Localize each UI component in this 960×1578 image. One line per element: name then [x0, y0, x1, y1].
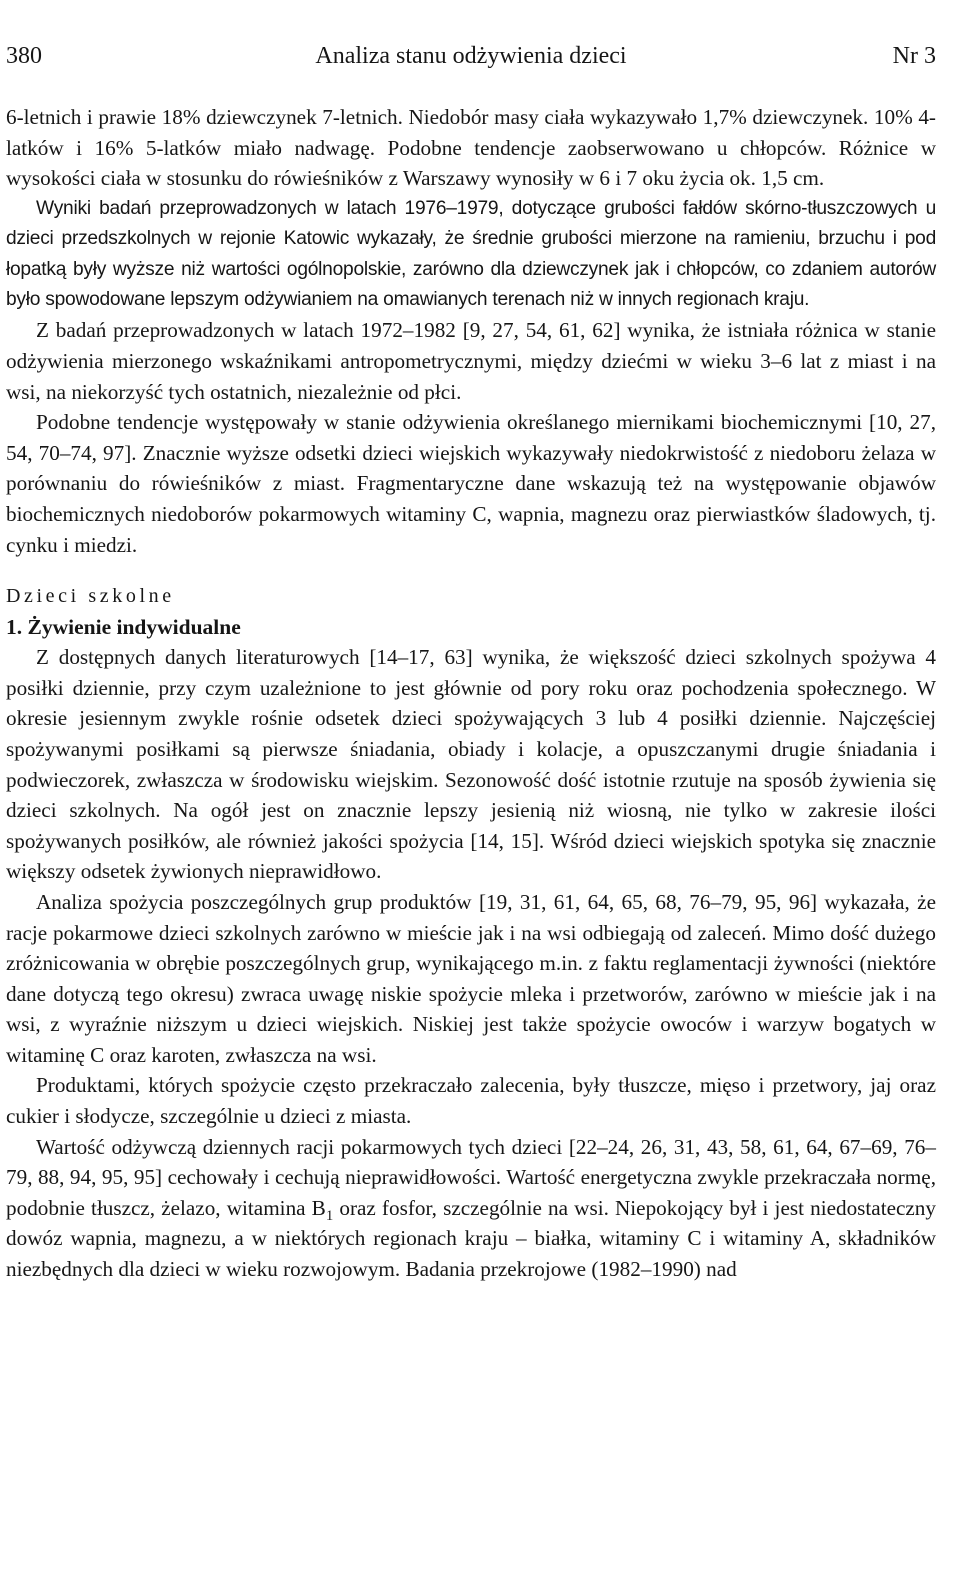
paragraph-skinfold-study: Wyniki badań przeprowadzonych w latach 1976–1979, dotyczące grubości fałdów skórno-tłuszczowych u dzieci przedszkolnych w rejonie Katowic wykazały, że średnie grubości mierzone na ramieniu, brzuchu i pod łopatką były wyższe niż wartości ogólnopolskie, zarówno dla dziewczynek jak i chłopców, co zdaniem autorów było spowodowane lepszym odżywianiem na omawianych terenach niż w innych regionach kraju. [6, 197, 936, 310]
paragraph-excess-products: Produktami, których spożycie często przekraczało zalecenia, były tłuszcze, mięso i przetwory, jaj oraz cukier i słodycze, szczególnie u dzieci z miasta. [6, 1073, 936, 1129]
running-head [6, 36, 936, 76]
page-number: 380 [6, 43, 42, 69]
paragraph-urban-rural-difference: Z badań przeprowadzonych w latach 1972–1982 [9, 27, 54, 61, 62] wynika, że istniała różnica w stanie odżywienia mierzonego wskaźnikami antropometrycznymi, między dziećmi w wieku 3–6 lat z miast i na wsi, na niekorzyść tych ostatnich, niezależnie od płci. [6, 318, 936, 404]
paragraph-nutritional-value [6, 1132, 936, 1285]
journal-page [6, 36, 936, 1285]
paragraph-biochemical-indicators: Podobne tendencje występowały w stanie odżywienia określanego miernikami biochemicznymi [10, 27, 54, 70–74, 97]. Znacznie wyższe odsetki dzieci wiejskich wykazywały niedokrwistość z niedoboru żelaza w porównaniu do rówieśników z miast. Fragmentaryczne dane wskazują też na występowanie objawów biochemicznych niedoborów pokarmowych witaminy C, wapnia, magnezu oraz pierwiastków śladowych, tj. cynku i miedzi. [6, 410, 936, 557]
body-text [6, 102, 936, 1285]
issue-number: Nr 3 [892, 43, 936, 69]
subsection-heading: 1. Żywienie indywidualne [6, 615, 241, 640]
running-title: Analiza stanu odżywienia dzieci [315, 43, 627, 69]
paragraph-meal-frequency: Z dostępnych danych literaturowych [14–17, 63] wynika, że większość dzieci szkolnych spożywa 4 posiłki dziennie, przy czym uzależnione to jest głównie od pory roku oraz pochodzenia społecznego. W okresie jesiennym zwykle rośnie odsetek dzieci spożywających 3 lub 4 posiłki dziennie. Najczęściej spożywanymi posiłkami są pierwsze śniadania, obiady i kolacje, a opuszczanymi drugie śniadania i podwieczorek, zwłaszcza w środowisku wiejskim. Sezonowość dość istotnie rzutuje na sposób żywienia się dzieci szkolnych. Na ogół jest on znacznie lepszy jesienią niż wiosną, nie tylko w zakresie ilości spożywanych posiłków, ale również jakości spożycia [14, 15]. Wśród dzieci wiejskich spotyka się znacznie większy odsetek żywionych nieprawidłowo. [6, 645, 936, 884]
section-label: Dzieci szkolne [6, 585, 175, 608]
paragraph-nutritional-value-part1: Wartość odżywczą dziennych racji pokarmowych tych dzieci [22–24, 26, 31, 43, 58, 61, 64, 67–69, 76–79, 88, 94, 95, 95] cechowały i cechują nieprawidłowości. Wartość energetyczna zwykle przekraczała normę, podobnie tłuszcz, żelazo, witamina B [6, 1134, 936, 1220]
paragraph-nutritional-value-part2: oraz fosfor, szczególnie na wsi. Niepokojący był i jest niedostateczny dowóz wapnia, magnezu, a w niektórych regionach kraju – białka, witaminy C i witaminy A, składników niezbędnych dla dzieci w wieku rozwojowym. Badania przekrojowe (1982–1990) nad [6, 1195, 936, 1282]
paragraph-product-groups: Analiza spożycia poszczególnych grup produktów [19, 31, 61, 64, 65, 68, 76–79, 95, 96] wykazała, że racje pokarmowe dzieci szkolnych zarówno w mieście jak i na wsi odbiegają od zaleceń. Mimo dość dużego zróżnicowania w obrębie poszczególnych grup, wynikającego m.in. z faktu reglamentacji żywności (niektóre dane dotyczą tego okresu) zwraca uwagę niskie spożycie mleka i przetworów, zarówno w mieście jak i na wsi, z wyraźnie niższym u dzieci wiejskich. Niskiej jest także spożycie owoców i warzyw bogatych w witaminę C oraz karoten, zwłaszcza na wsi. [6, 889, 936, 1067]
vitamin-subscript: 1 [325, 1208, 334, 1225]
paragraph-continuation: 6-letnich i prawie 18% dziewczynek 7-letnich. Niedobór masy ciała wykazywało 1,7% dziewczynek. 10% 4-latków i 16% 5-latków miało nadwagę. Podobne tendencje zaobserwowano u chłopców. Różnice w wysokości ciała w stosunku do rówieśników z Warszawy wynosiły w 6 i 7 oku życia ok. 1,5 cm. [6, 105, 936, 191]
